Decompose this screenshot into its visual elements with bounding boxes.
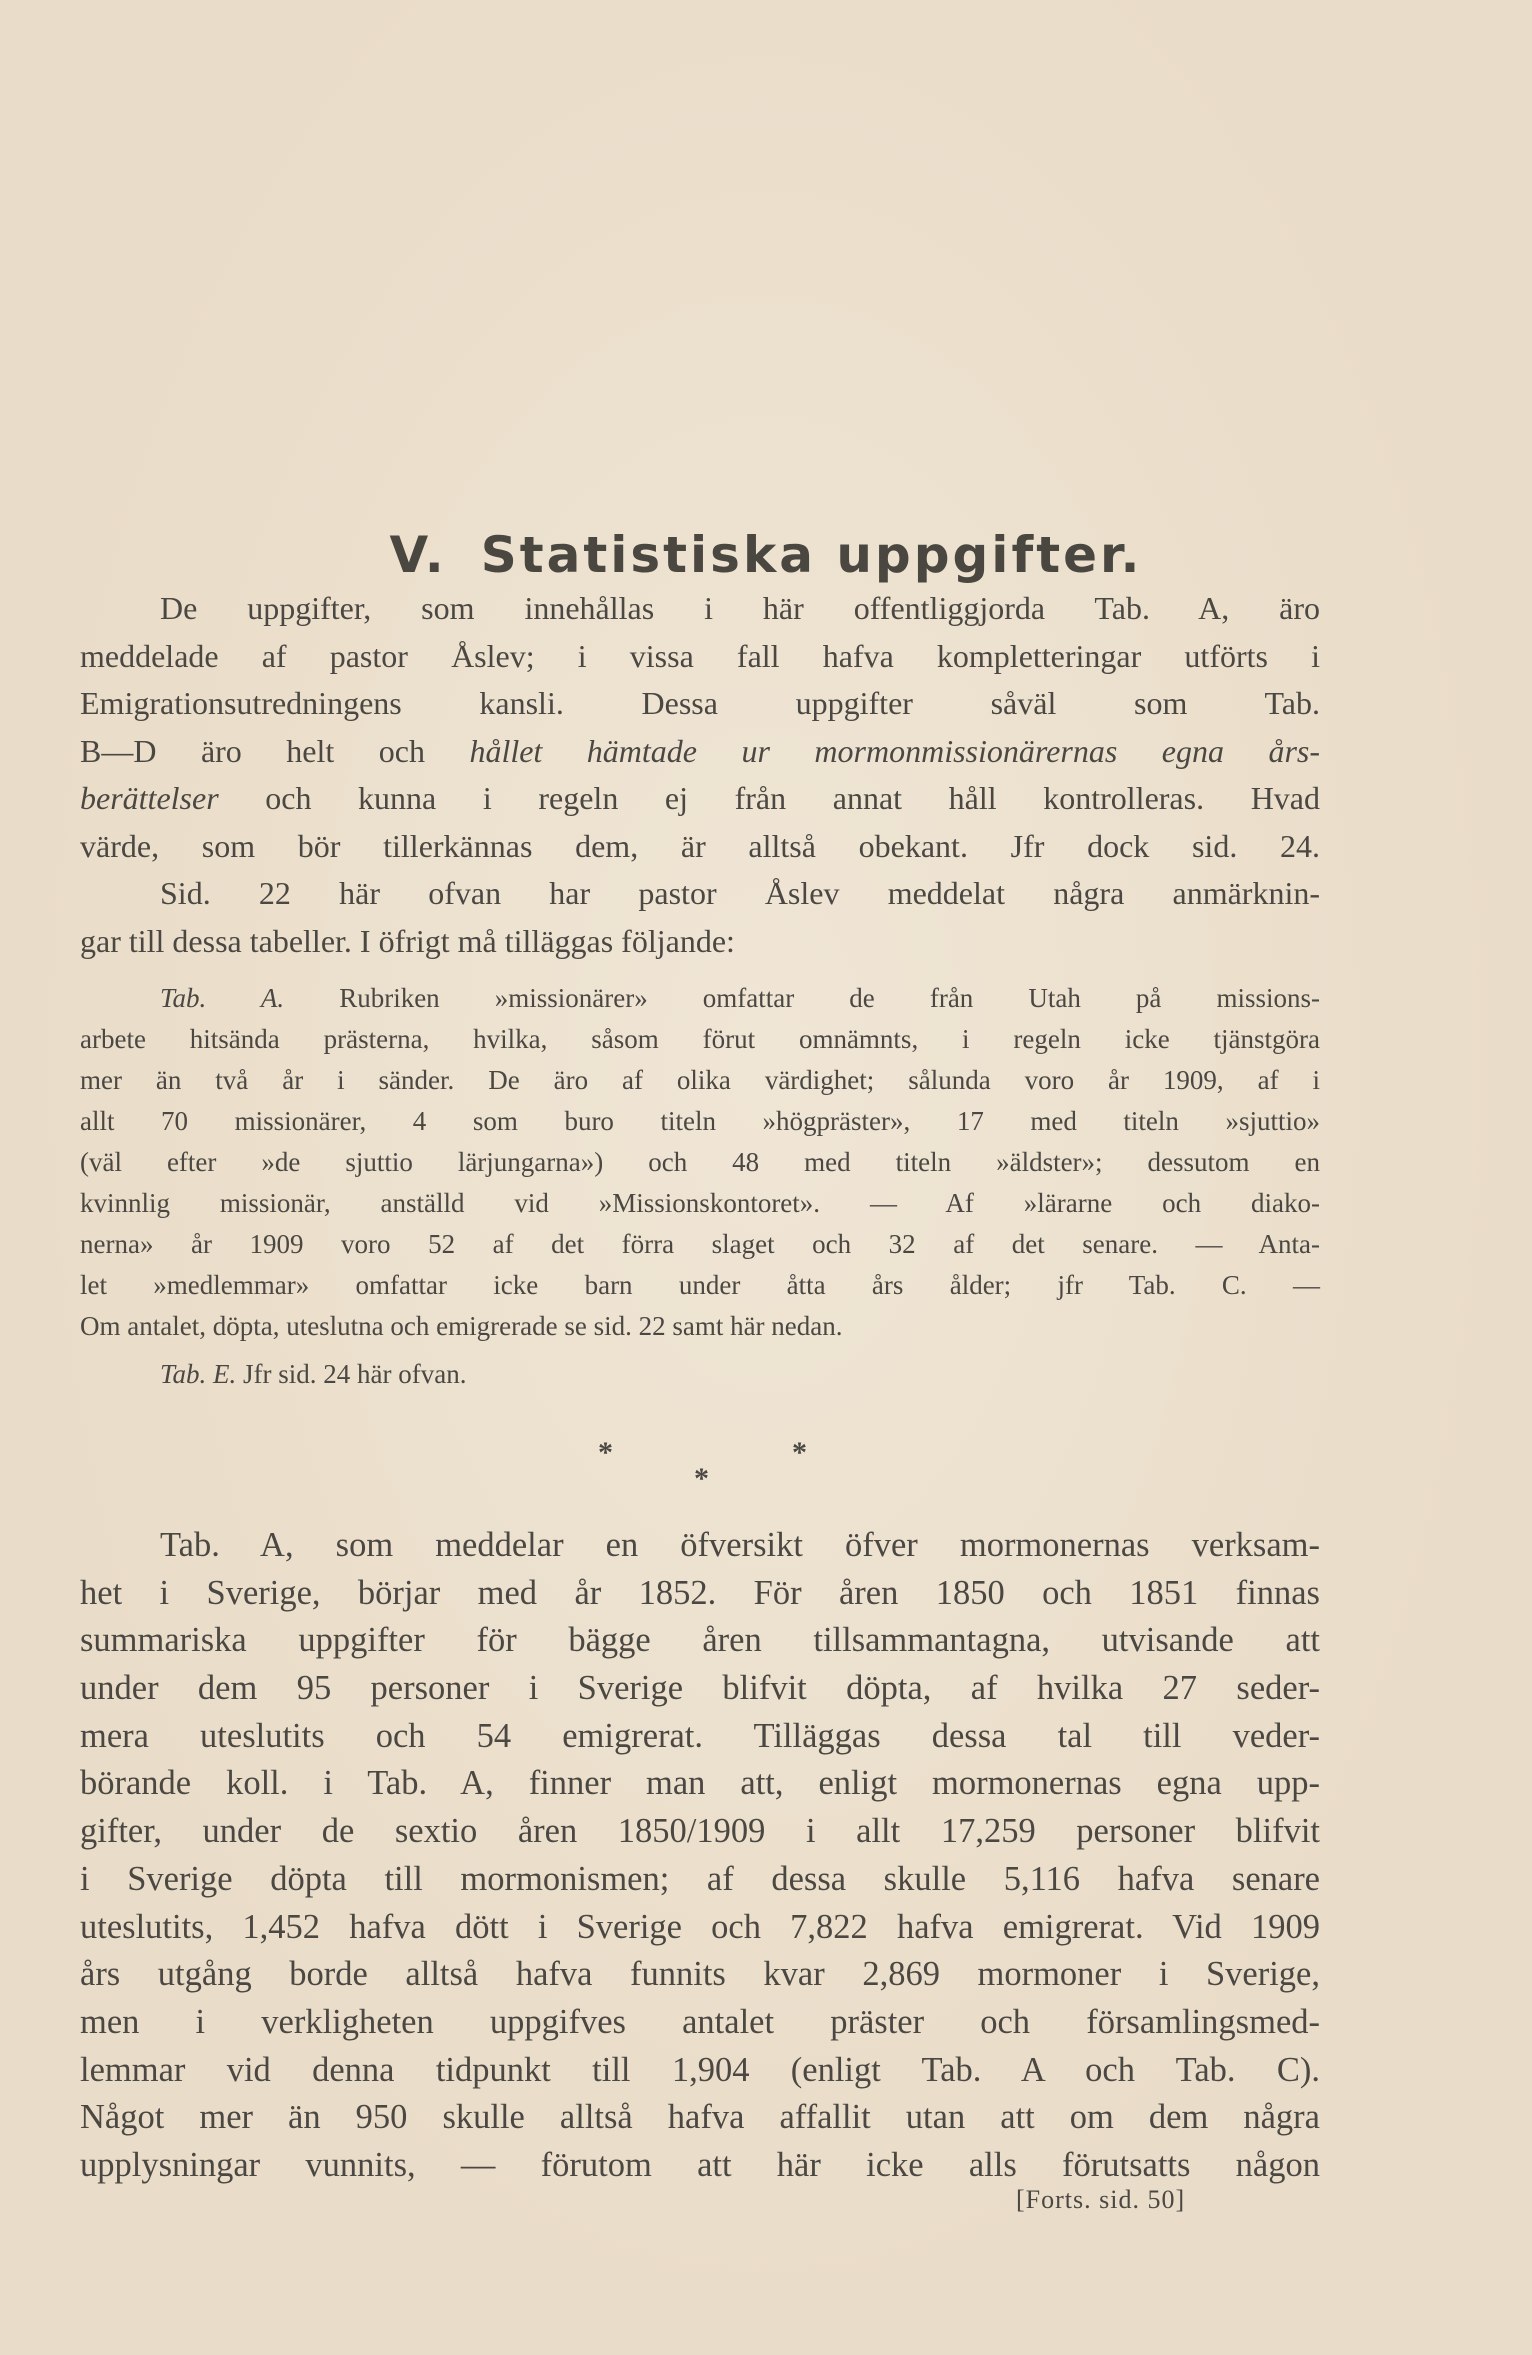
section-number: V. (389, 525, 447, 584)
separator-asterisk: * (792, 1436, 807, 1469)
text-line: arbete hitsända prästerna, hvilka, såsom förut omnämnts, i regeln icke tjänstgöra (80, 1024, 1320, 1054)
tab-a-note (80, 978, 1320, 1347)
text-line: lemmar vid denna tidpunkt till 1,904 (enligt Tab. A och Tab. C). (80, 2050, 1320, 2089)
intro-paragraph (80, 585, 1320, 965)
text-line: meddelade af pastor Åslev; i vissa fall hafva kompletteringar utförts i (80, 637, 1320, 674)
text-line: kvinnlig missionär, anställd vid »Missionskontoret». — Af »lärarne och diako- (80, 1188, 1320, 1218)
text-line: gar till dessa tabeller. I öfrigt må tilläggas följande: (80, 922, 735, 959)
text-line: mera uteslutits och 54 emigrerat. Tilläggas dessa tal till veder- (80, 1716, 1320, 1755)
text-line: under dem 95 personer i Sverige blifvit döpta, af hvilka 27 seder- (80, 1669, 1320, 1708)
text-fragment: Jfr sid. 24 här ofvan. (243, 1359, 467, 1389)
text-line: upplysningar vunnits, — förutom att här icke alls förutsatts någon (80, 2145, 1320, 2184)
text-line: uteslutits, 1,452 hafva dött i Sverige och 7,822 hafva emigrerat. Vid 1909 (80, 1907, 1320, 1946)
text-line: i Sverige döpta till mormonismen; af dessa skulle 5,116 hafva senare (80, 1859, 1320, 1898)
italic-fragment: berättelser (80, 780, 219, 816)
text-line (80, 775, 1320, 823)
text-line: men i verkligheten uppgifves antalet präster och församlingsmed- (80, 2002, 1320, 2041)
text-line: summariska uppgifter för bägge åren tillsammantagna, utvisande att (80, 1621, 1320, 1660)
text-line: värde, som bör tillerkännas dem, är alltså obekant. Jfr dock sid. 24. (80, 827, 1320, 864)
text-line: Om antalet, döpta, uteslutna och emigrerade se sid. 22 samt här nedan. (80, 1311, 843, 1341)
italic-fragment: hållet hämtade ur mormonmissionärernas egna års- (469, 732, 1320, 769)
text-line: års utgång borde alltså hafva funnits kvar 2,869 mormoner i Sverige, (80, 1955, 1320, 1994)
text-line: het i Sverige, börjar med år 1852. För åren 1850 och 1851 finnas (80, 1573, 1320, 1612)
tab-e-note (80, 1354, 1320, 1395)
text-line: De uppgifter, som innehållas i här offentliggjorda Tab. A, äro (160, 590, 1320, 626)
text-line (80, 1354, 1320, 1395)
text-fragment: och kunna i regeln ej från annat håll kontrolleras. Hvad (218, 780, 1320, 816)
text-line: Emigrationsutredningens kansli. Dessa uppgifter såväl som Tab. (80, 685, 1320, 721)
note-label: Tab. E. (160, 1359, 237, 1389)
text-line: let »medlemmar» omfattar icke barn under åtta års ålder; jfr Tab. C. — (80, 1270, 1320, 1300)
text-fragment: B—D äro helt och (80, 732, 470, 769)
text-line: Sid. 22 här ofvan har pastor Åslev meddelat några anmärknin- (160, 875, 1320, 911)
main-paragraph (80, 1522, 1320, 2190)
text-line: mer än två år i sänder. De äro af olika värdighet; sålunda voro år 1909, af i (80, 1065, 1320, 1095)
text-line: Något mer än 950 skulle alltså hafva affallit utan att om dem några (80, 2098, 1320, 2137)
text-line: nerna» år 1909 voro 52 af det förra slaget och 32 af det senare. — Anta- (80, 1229, 1320, 1259)
section-heading (0, 526, 1532, 584)
note-label: Tab. A. (160, 983, 285, 1013)
separator-asterisk: * (598, 1436, 613, 1469)
text-fragment: Rubriken »missionärer» omfattar de från Utah på missions- (339, 983, 1320, 1013)
continuation-note: [Forts. sid. 50] (1016, 2185, 1186, 2214)
text-line: Tab. A, som meddelar en öfversikt öfver mormonernas verksam- (160, 1526, 1320, 1564)
text-line (80, 728, 1320, 776)
text-line: allt 70 missionärer, 4 som buro titeln »högpräster», 17 med titeln »sjuttio» (80, 1106, 1320, 1136)
text-line: gifter, under de sextio åren 1850/1909 i allt 17,259 personer blifvit (80, 1812, 1320, 1851)
text-line: (väl efter »de sjuttio lärjungarna») och 48 med titeln »äldster»; dessutom en (80, 1147, 1320, 1177)
text-line: börande koll. i Tab. A, finner man att, enligt mormonernas egna upp- (80, 1764, 1320, 1803)
section-title: Statistiska uppgifter. (480, 525, 1143, 584)
separator-asterisk: * (694, 1462, 709, 1495)
text-line (80, 978, 1320, 1019)
